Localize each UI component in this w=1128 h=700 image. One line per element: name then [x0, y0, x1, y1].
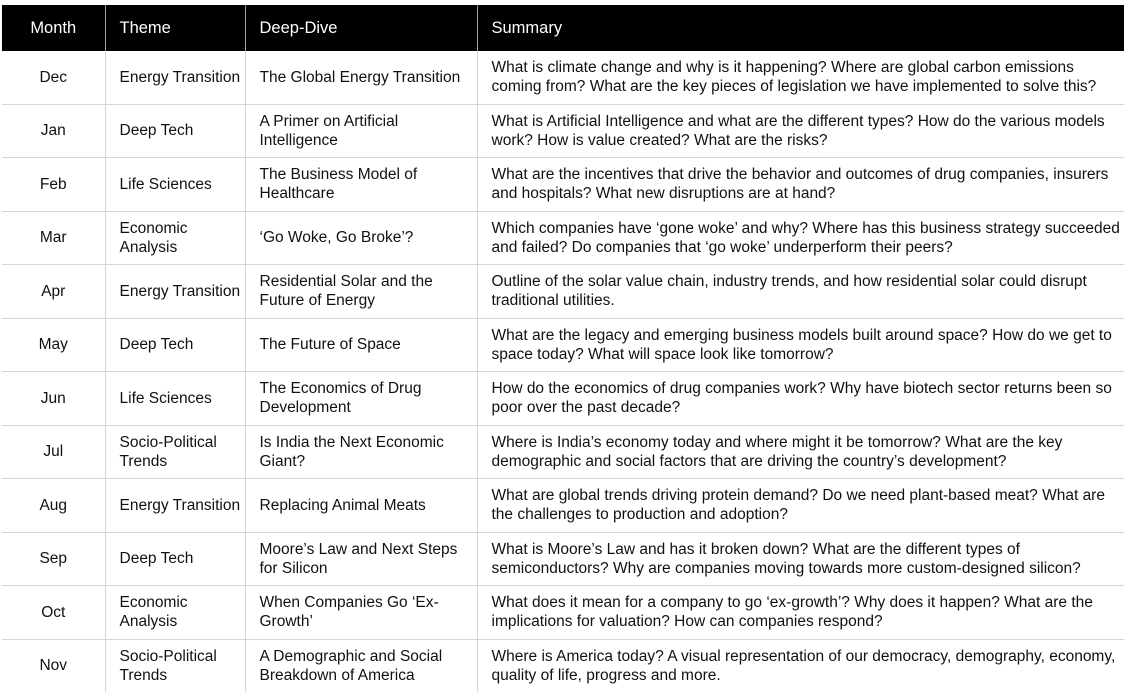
deep-dive-cell: Is India the Next Economic Giant? — [245, 425, 477, 479]
theme-cell: Socio-Political Trends — [105, 639, 245, 692]
theme-cell: Life Sciences — [105, 372, 245, 426]
summary-cell: What is Artificial Intelligence and what are the different types? How do the various models work? How is value created? What are the risks? — [477, 104, 1124, 158]
table-row — [2, 265, 1124, 319]
month-cell: Mar — [2, 211, 105, 265]
header-summary: Summary — [477, 5, 1124, 51]
table-row — [2, 532, 1124, 586]
table-row — [2, 425, 1124, 479]
summary-cell: Where is America today? A visual representation of our democracy, demography, economy, quality of life, progress and more. — [491, 647, 1116, 684]
deep-dive-cell: The Economics of Drug Development — [245, 372, 477, 426]
theme-cell: Energy Transition — [105, 479, 245, 533]
summary-cell: Outline of the solar value chain, industry trends, and how residential solar could disrupt traditional utilities. — [477, 265, 1124, 319]
deep-dive-cell: A Primer on Artificial Intelligence — [245, 104, 477, 158]
table-row — [2, 51, 1124, 104]
theme-cell: Life Sciences — [105, 158, 245, 212]
table-row — [2, 211, 1124, 265]
month-cell: Dec — [2, 51, 105, 104]
month-cell: Aug — [2, 479, 105, 533]
theme-cell: Energy Transition — [105, 51, 245, 104]
summary-cell: What are global trends driving protein demand? Do we need plant-based meat? What are the challenges to production and adoption? — [477, 479, 1124, 533]
deep-dive-cell: ‘Go Woke, Go Broke’? — [245, 211, 477, 265]
summary-cell: What is climate change and why is it happening? Where are global carbon emissions coming from? What are the key pieces of legislation we have implemented to solve this? — [477, 51, 1124, 104]
summary-cell: What does it mean for a company to go ‘ex-growth’? Why does it happen? What are the implications for valuation? How can companies respond? — [477, 586, 1124, 640]
deep-dive-cell: The Global Energy Transition — [245, 51, 477, 104]
month-cell: Feb — [2, 158, 105, 212]
summary-cell: Where is India’s economy today and where might it be tomorrow? What are the key demographic and social factors that are driving the country’s development? — [477, 425, 1124, 479]
month-cell: Jan — [2, 104, 105, 158]
summary-cell: What are the incentives that drive the behavior and outcomes of drug companies, insurers and hospitals? What new disruptions are at hand? — [477, 158, 1124, 212]
month-cell: Nov — [2, 639, 105, 692]
deep-dive-cell: Residential Solar and the Future of Energy — [245, 265, 477, 319]
table-row — [2, 104, 1124, 158]
month-cell: May — [2, 318, 105, 372]
header-deep-dive: Deep-Dive — [245, 5, 477, 51]
deep-dive-cell: The Future of Space — [245, 318, 477, 372]
theme-cell: Deep Tech — [105, 532, 245, 586]
deep-dive-schedule — [2, 5, 1124, 692]
month-cell: Apr — [2, 265, 105, 319]
header-month: Month — [2, 5, 105, 51]
summary-cell: What are the legacy and emerging business models built around space? How do we get to space today? What will space look like tomorrow? — [477, 318, 1124, 372]
table-row — [2, 586, 1124, 640]
deep-dive-cell: The Business Model of Healthcare — [245, 158, 477, 212]
summary-cell: Which companies have ‘gone woke’ and why? Where has this business strategy succeeded and failed? Do companies that ‘go woke’ underperform their peers? — [477, 211, 1124, 265]
month-cell: Jun — [2, 372, 105, 426]
month-cell: Sep — [2, 532, 105, 586]
summary-cell: What is Moore’s Law and has it broken down? What are the different types of semiconductors? Why are companies moving towards more custom-designed silicon? — [477, 532, 1124, 586]
deep-dive-cell: Replacing Animal Meats — [245, 479, 477, 533]
theme-cell: Socio-Political Trends — [105, 425, 245, 479]
schedule-table — [2, 5, 1124, 692]
theme-cell: Energy Transition — [105, 265, 245, 319]
table-row — [2, 479, 1124, 533]
deep-dive-cell: A Demographic and Social Breakdown of America — [245, 639, 477, 692]
deep-dive-cell: When Companies Go ‘Ex-Growth’ — [245, 586, 477, 640]
theme-cell: Economic Analysis — [105, 586, 245, 640]
theme-cell: Deep Tech — [105, 318, 245, 372]
summary-cell: How do the economics of drug companies work? Why have biotech sector returns been so poor over the past decade? — [477, 372, 1124, 426]
month-cell: Oct — [2, 586, 105, 640]
table-header-row — [2, 5, 1124, 51]
deep-dive-cell: Moore’s Law and Next Steps for Silicon — [245, 532, 477, 586]
theme-cell: Deep Tech — [105, 104, 245, 158]
table-row — [2, 158, 1124, 212]
table-row — [2, 318, 1124, 372]
month-cell: Jul — [2, 425, 105, 479]
table-row — [2, 372, 1124, 426]
theme-cell: Economic Analysis — [105, 211, 245, 265]
header-theme: Theme — [105, 5, 245, 51]
table-row — [2, 639, 1124, 692]
